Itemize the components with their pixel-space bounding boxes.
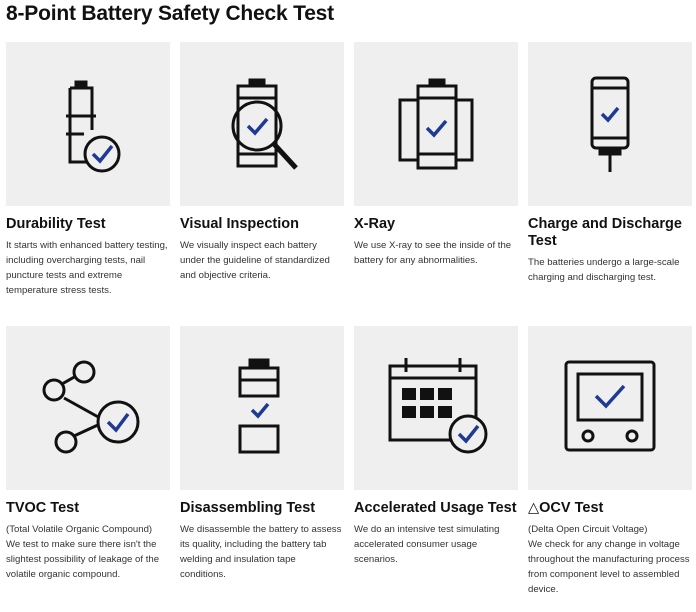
card-description: (Total Volatile Organic Compound) We test to make sure there isn't the slightest possibility of leakage of the volatile organic compound. (6, 524, 160, 580)
card-title: Visual Inspection (180, 216, 299, 232)
calendar-check-icon (354, 326, 518, 490)
card-title: Disassembling Test (180, 500, 316, 516)
disassembled-battery-icon (180, 326, 344, 490)
test-card-xray (354, 42, 518, 268)
card-title: Charge and Discharge Test (528, 216, 682, 249)
card-title: △OCV Test (528, 500, 604, 516)
test-card-charge-discharge (528, 42, 692, 285)
icon-tile (528, 42, 692, 206)
card-title: X-Ray (354, 216, 396, 232)
icon-tile (180, 42, 344, 206)
icon-tile (180, 326, 344, 490)
molecule-check-icon (6, 326, 170, 490)
battery-check-icon (6, 42, 170, 206)
icon-tile (528, 326, 692, 490)
card-description: We visually inspect each battery under the guideline of standardized and objective criteria. (180, 240, 330, 281)
card-title: Durability Test (6, 216, 106, 232)
card-description: (Delta Open Circuit Voltage) We check for any change in voltage throughout the manufacturing process from component level to assembled device. (528, 524, 690, 595)
card-description: It starts with enhanced battery testing, including overcharging tests, nail puncture tests and extreme temperature stress tests. (6, 240, 168, 296)
icon-tile (354, 42, 518, 206)
page-title: 8-Point Battery Safety Check Test (6, 2, 334, 25)
card-description: We disassemble the battery to assess its quality, including the battery tab welding and insulation tape conditions. (180, 524, 342, 580)
card-title: TVOC Test (6, 500, 80, 516)
test-card-visual-inspection (180, 42, 344, 283)
test-card-delta-ocv (528, 326, 692, 597)
card-description: We do an intensive test simulating accelerated consumer usage scenarios. (354, 524, 500, 565)
test-card-disassembling (180, 326, 344, 582)
magnifier-battery-icon (180, 42, 344, 206)
icon-tile (6, 326, 170, 490)
card-title: Accelerated Usage Test (354, 500, 517, 516)
test-card-durability (6, 42, 170, 298)
test-card-tvoc (6, 326, 170, 582)
xray-battery-icon (354, 42, 518, 206)
test-card-accelerated-usage (354, 326, 518, 567)
card-description: The batteries undergo a large-scale charging and discharging test. (528, 257, 680, 283)
icon-tile (354, 326, 518, 490)
voltmeter-icon (528, 326, 692, 490)
icon-tile (6, 42, 170, 206)
charging-phone-icon (528, 42, 692, 206)
card-description: We use X-ray to see the inside of the battery for any abnormalities. (354, 240, 512, 266)
